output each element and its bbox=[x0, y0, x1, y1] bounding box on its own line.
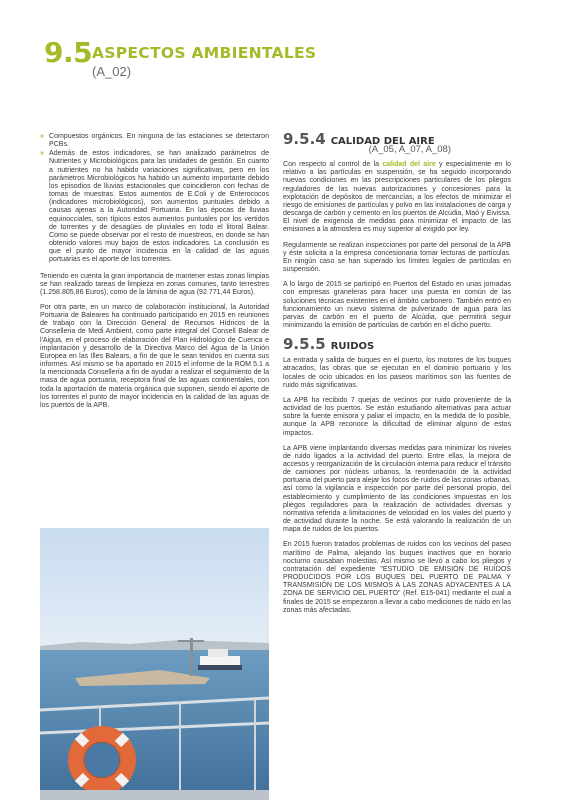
subsection-number: 9.5.4 bbox=[283, 130, 326, 148]
paragraph: En 2015 fueron tratados problemas de ruidos con los vecinos del paseo marítimo de Palma, alejando los buques inactivos que en horario nocturno causaban molestias. Así mismo se llevó a cabo los pliegos y contratación del expediente "ESTUDIO DE EMISIÓN DE RUIDOS PRODUCIDOS POR LOS BUQUES DEL PUERTO DE PALMA Y TRANSMISIÓN DE LOS MISMOS A LAS ZONAS ADYACENTES A LA ZONA DE SERVICIO DEL PUERTO" (Ref. E15-041) mediante el cual a finales de 2015 se empezaron a llevar a cabo mediciones de ruido en las zonas más afectadas. bbox=[283, 541, 511, 614]
section-code: (A_02) bbox=[92, 64, 132, 79]
subsection-number: 9.5.5 bbox=[283, 335, 326, 354]
port-photo bbox=[40, 528, 269, 800]
bullet-text: Compuestos orgánicos. En ninguna de las estaciones se detectaron PCBs. bbox=[49, 133, 269, 149]
bullet-marker-icon: » bbox=[40, 133, 44, 140]
paragraph: Regularmente se realizan inspecciones por parte del personal de la APB y éste solicita a la empresa concesionaria tomar lecturas de partículas. En ningún caso se han superado los límites legales de partículas en suspensión. bbox=[283, 241, 511, 274]
left-column bbox=[40, 133, 269, 417]
section-title: ASPECTOS AMBIENTALES bbox=[92, 44, 317, 62]
subsection-noise bbox=[283, 335, 511, 354]
section-number: 9.5 bbox=[44, 36, 93, 69]
right-column bbox=[283, 130, 511, 622]
list-item bbox=[40, 133, 269, 149]
bullet-text: Además de estos indicadores, se han analizado parámetros de Nutrientes y Microbiológicos para las unidades de gestión. En cuanto a nutrientes no ha habido variaciones significativas, pero en los parámetros Microbiológicos ha habido un aumento importante debido los episodios de lluvias estacionales que coincidieron con fechas de tomas de muestras. Estos aumentos de E.Coli y de Enterococos (indicadores microbiológicos), son aumentos puntuales debido a causas ajenas a la Autoridad Portuaria. En las épocas de lluvias equinocciales, son típicos estos aumentos puntuales por los vertidos de torrentes y de desagües de pluviales en todo el litoral Balear. Como se puede observar por el resto de muestreos, en donde se han obtenido valores muy bajos de estos indicadores. La conclusión es que el punto de mayor incidencia en la calidad de las aguas portuarias es el aporte de los torrentes. bbox=[49, 150, 269, 264]
port-photo-illustration bbox=[40, 528, 269, 800]
subsection-air-quality bbox=[283, 130, 511, 156]
paragraph: Teniendo en cuenta la gran importancia de mantener estas zonas limpias se han realizado tareas de limpieza en zonas comunes, tanto terrestres (1.258.805,86 Euros), como de la lámina de agua (92.771,44 Euros). bbox=[40, 272, 269, 296]
highlight-term: calidad del aire bbox=[382, 161, 436, 169]
paragraph: La APB ha recibido 7 quejas de vecinos por ruido proveniente de la actividad de los puertos. Se están estudiando alternativas para actuar sobre la fuente emisora y paliar el impacto, en la medida de lo posible, aunque la APB reconoce la dificultad de eliminar alguno de estos impactos. bbox=[283, 396, 511, 437]
paragraph: La APB viene implantando diversas medidas para minimizar los niveles de ruido ligados a la actividad del puerto. Entre ellas, la mejora de accesos y reorganización de la circulación interna para reducir el tránsito de camiones por núcleos urbanos, la reordenación de la actividad portuaria del puerto para alejar los focos de ruidos de las zonas urbanas, así como la vigilancia e inspección por parte del personal propio, del establecimiento y cumplimiento de las condiciones impuestas en los pliegos reguladores para la realización de actividades diversas y normativa referida a limitaciones de velocidad en los viales del puerto y de actividad durante la noche. Se está valorando la realización de un mapa de ruidos de los puertos. bbox=[283, 444, 511, 534]
paragraph: Con respecto al control de la calidad del aire y especialmente en lo relativo a las partículas en suspensión, se ha seguido incorporando nuevas condiciones en las prescripciones particulares de los pliegos reguladores de las nuevas autorizaciones y concesiones para la explotación de depósitos de mercancías, a los efectos de minimizar el riesgo de emisiones de partículas y polvo en las instalaciones de carga y descarga de carbón y cemento en los puertos de Alcúdia, Maó y Eivissa. El nivel de exigencia de medidas para minimizar el impacto de las emisiones a la atmosfera es muy superior al exigido por ley. bbox=[283, 161, 511, 234]
lifebuoy-icon bbox=[68, 726, 136, 794]
subsection-code: (A_05, A_07, A_08) bbox=[368, 144, 451, 156]
bullet-list bbox=[40, 133, 269, 265]
list-item bbox=[40, 150, 269, 264]
subsection-title: RUIDOS bbox=[330, 341, 375, 353]
paragraph: Por otra parte, en un marco de colaboración institucional, la Autoridad Portuaria de Baleares ha continuado participando en 2015 en reuniones de trabajo con la Dirección General de Recursos Hídricos de la Conselleria de Medi Ambient, como parte integral del Consell Balear de l'Aigua, en el proceso de elaboración del Plan Hidrológico de Cuenca e implantación y desarrollo de la Directiva Marco del Agua de la Unión Europea en las Illes Balears, a fin de que le sean tenidos en cuenta sus informes. Así mismo se ha aportado en 2015 el informe de la ROM 5.1 a la mencionada Consellería a fin de ayudar a realizar el seguimiento de la masa de agua portuaria, receptora final de las aguas continentales, con toda la aportación de materia orgánica que suponen, siendo el aporte de los torrentes el punto de mayor incidencia en la calidad de las aguas de los puertos de la APB. bbox=[40, 303, 269, 409]
section-header bbox=[44, 36, 92, 69]
paragraph: A lo largo de 2015 se participó en Puertos del Estado en unas jornadas con empresas graneleras para hacer una puesta en común de las soluciones técnicas existentes en el ámbito carbonero. También entró en funcionamiento un nuevo sistema de pulverizado de agua para las parvas de carbón en el puerto de Alcúdia, que permitirá seguir minimizando la emisión de partículas de carbón en el dicho puerto. bbox=[283, 281, 511, 329]
paragraph: La entrada y salida de buques en el puerto, los motores de los buques atracados, las obras que se ejecutan en el dominio portuario y los locales de ocio ubicados en los paseos marítimos son las fuentes de ruido más significativas. bbox=[283, 357, 511, 389]
subsection-title: CALIDAD DEL AIRE bbox=[330, 136, 435, 147]
bullet-marker-icon: » bbox=[40, 150, 44, 158]
